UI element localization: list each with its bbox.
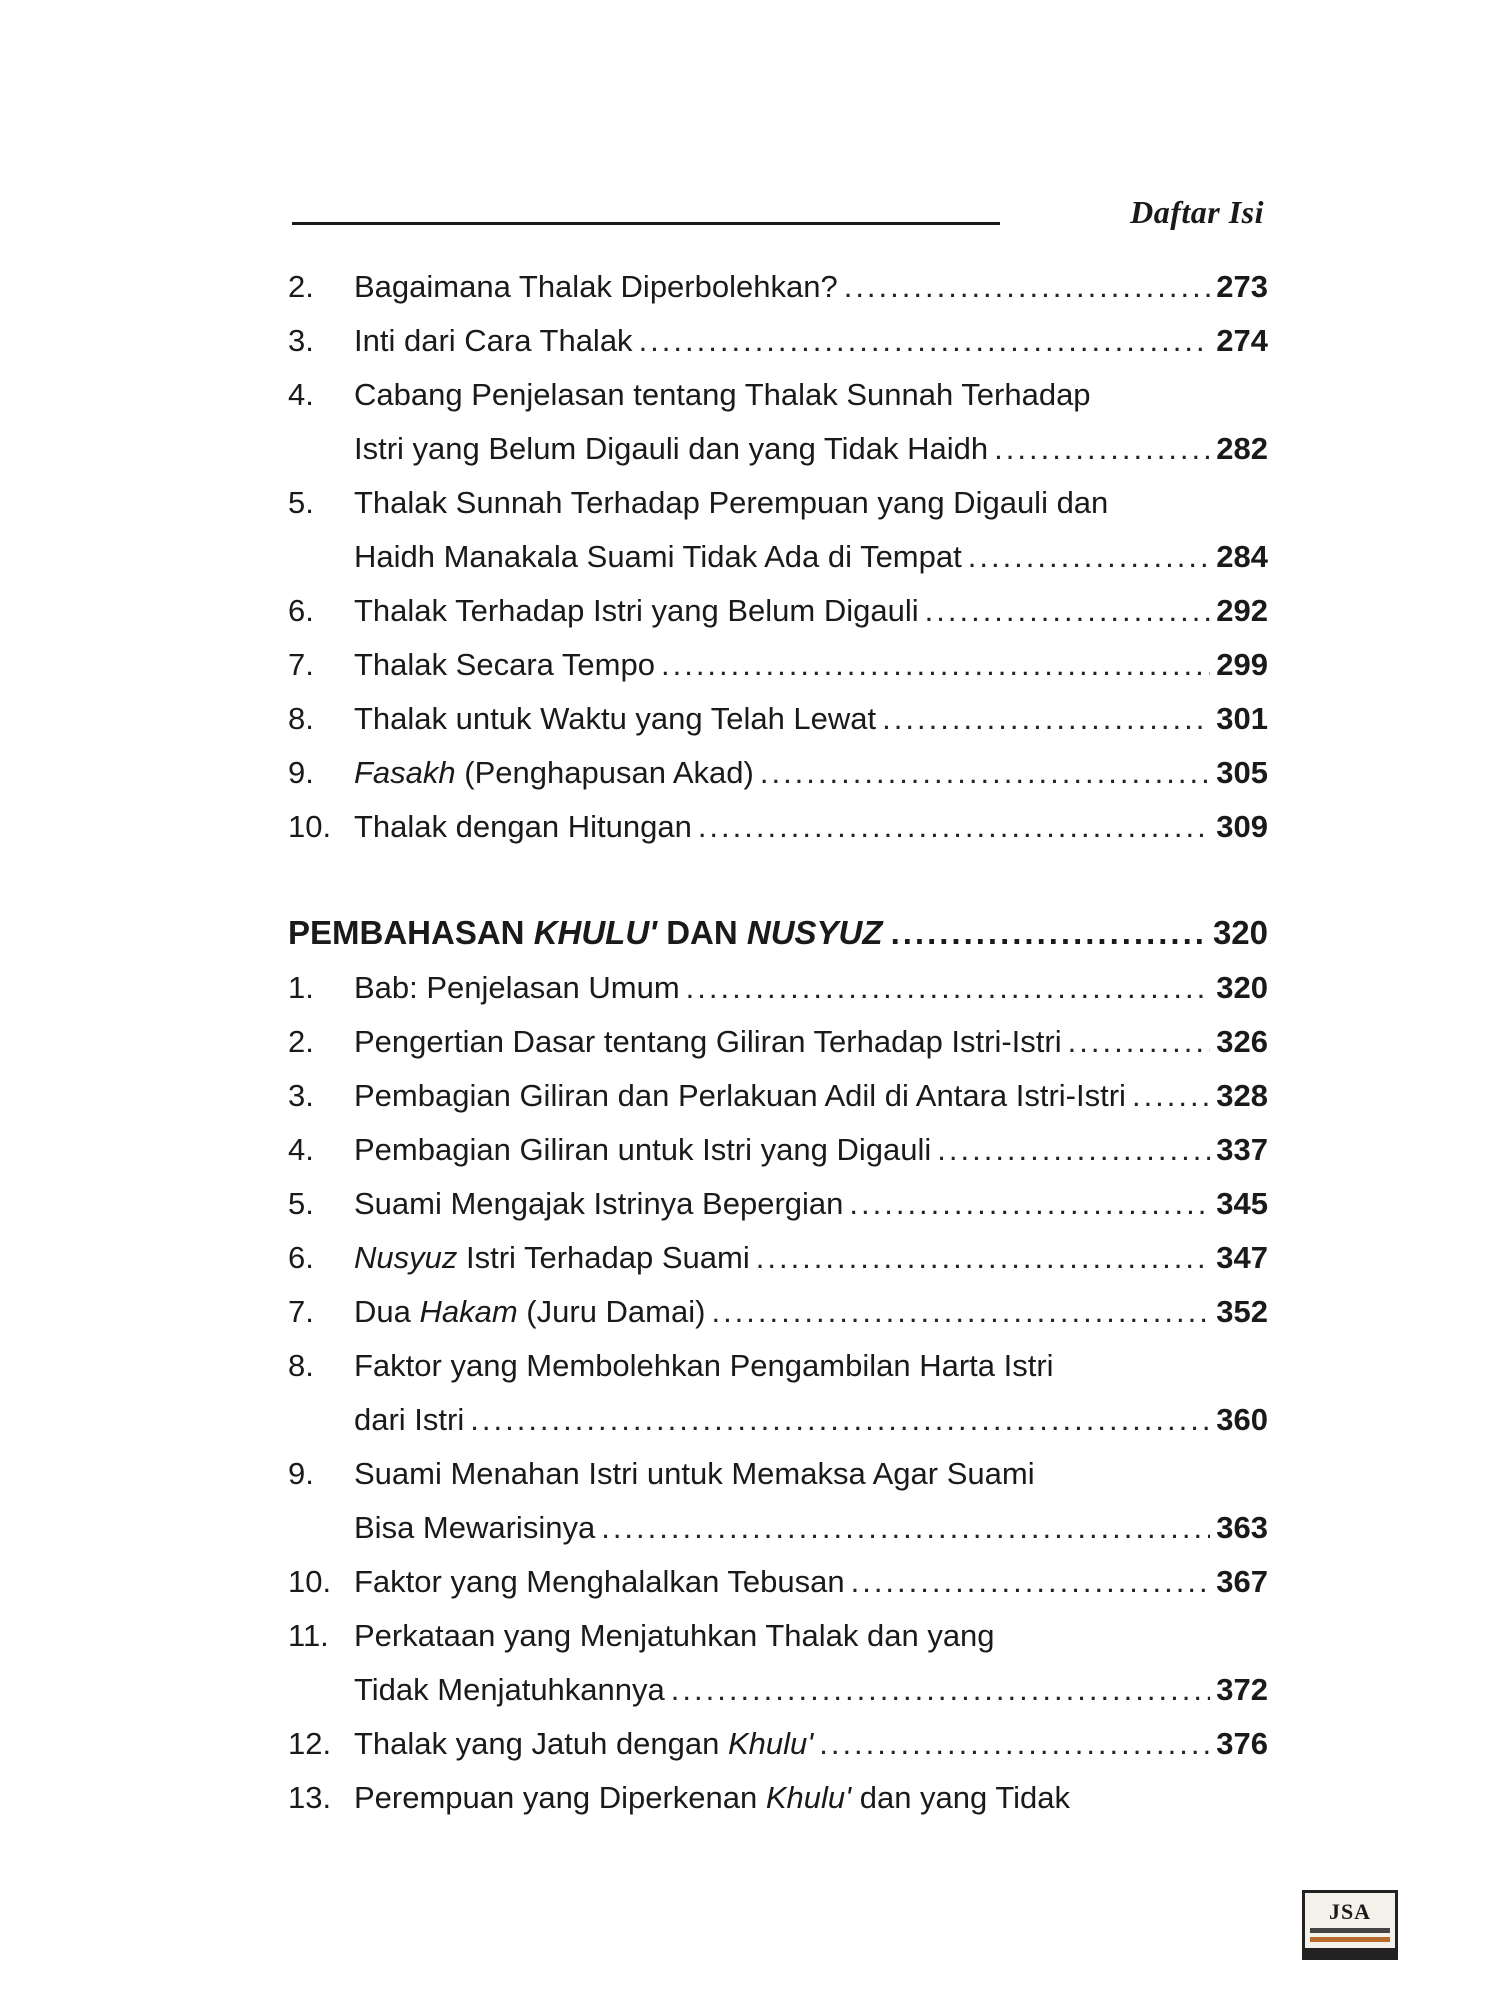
toc-title-line2: Istri yang Belum Digauli dan yang Tidak Haidh: [354, 431, 989, 466]
toc-page-number: 320: [1216, 970, 1268, 1005]
toc-page-number: 273: [1216, 269, 1268, 304]
toc-entry-continued: [288, 426, 1268, 472]
dot-leader: [760, 750, 1210, 796]
toc-title-italic: Hakam: [419, 1294, 518, 1329]
toc-page-number: 292: [1216, 593, 1268, 628]
toc-entry: [288, 1613, 1268, 1659]
toc-page-number: 367: [1216, 1564, 1268, 1599]
toc-number: 4.: [288, 377, 314, 412]
toc-title-line2: dari Istri: [354, 1402, 465, 1437]
toc-number: 1.: [288, 970, 314, 1005]
section-title-italic: KHULU': [533, 914, 658, 951]
toc-entry: [288, 1451, 1268, 1497]
toc-title: Inti dari Cara Thalak: [354, 323, 633, 358]
toc-title: Pembagian Giliran untuk Istri yang Digauli: [354, 1132, 932, 1167]
toc-page-number: 337: [1216, 1132, 1268, 1167]
toc-number: 4.: [288, 1132, 314, 1167]
dot-leader: [925, 588, 1211, 634]
toc-page-number: 352: [1216, 1294, 1268, 1329]
toc-title: [354, 1775, 1070, 1821]
toc-title: Thalak Terhadap Istri yang Belum Digauli: [354, 593, 919, 628]
toc-title: Faktor yang Membolehkan Pengambilan Harta Istri: [354, 1348, 1054, 1383]
toc-number: 3.: [288, 1078, 314, 1113]
toc-entry-continued: [288, 1505, 1268, 1551]
toc-page-number: 301: [1216, 701, 1268, 736]
dot-leader: [844, 264, 1211, 310]
dot-leader: [968, 534, 1211, 580]
toc-page-number: 360: [1216, 1402, 1268, 1437]
toc-number: 5.: [288, 485, 314, 520]
toc-entry: [288, 1343, 1268, 1389]
toc-entry: [288, 1019, 1268, 1065]
dot-leader: [849, 1181, 1210, 1227]
section-page-number: 320: [1212, 914, 1268, 951]
toc-entry: [288, 1235, 1268, 1281]
toc-title-line2: Tidak Menjatuhkannya: [354, 1672, 665, 1707]
toc-title: Bab: Penjelasan Umum: [354, 970, 680, 1005]
logo-base: [1305, 1948, 1395, 1957]
toc-entry: [288, 480, 1268, 526]
toc-entry-continued: [288, 534, 1268, 580]
toc-title: Pengertian Dasar tentang Giliran Terhadap Istri-Istri: [354, 1024, 1062, 1059]
toc-title: [354, 1721, 813, 1767]
toc-page-number: 347: [1216, 1240, 1268, 1275]
toc-number: 3.: [288, 323, 314, 358]
toc-page-number: 363: [1216, 1510, 1268, 1545]
toc-entry: [288, 372, 1268, 418]
section-title: [288, 907, 883, 959]
toc-title: Thalak Secara Tempo: [354, 647, 655, 682]
toc-title-italic: Khulu': [765, 1780, 852, 1815]
toc-number: 7.: [288, 1294, 314, 1329]
dot-leader: [711, 1289, 1210, 1335]
page-header-title: Daftar Isi: [1130, 194, 1264, 230]
dot-leader: [882, 696, 1210, 742]
dot-leader: [891, 907, 1205, 959]
toc-page-number: 282: [1216, 431, 1268, 466]
toc-title-italic: Khulu': [728, 1726, 814, 1761]
toc-page-number: 345: [1216, 1186, 1268, 1221]
toc-page-number: 372: [1216, 1672, 1268, 1707]
toc-entry: [288, 1559, 1268, 1605]
dot-leader: [470, 1397, 1210, 1443]
dot-leader: [851, 1559, 1211, 1605]
toc-title: [354, 1235, 750, 1281]
toc-page-number: 299: [1216, 647, 1268, 682]
logo-stripe: [1310, 1928, 1390, 1933]
toc-entry: [288, 1073, 1268, 1119]
section-heading: [288, 907, 1268, 959]
toc-entry: [288, 750, 1268, 796]
toc-title: Bagaimana Thalak Diperbolehkan?: [354, 269, 838, 304]
toc-title-pre: Thalak yang Jatuh dengan: [354, 1726, 728, 1761]
dot-leader: [671, 1667, 1211, 1713]
toc-page-number: 274: [1216, 323, 1268, 358]
logo-text: JSA: [1328, 1899, 1372, 1924]
toc-title-line2: Bisa Mewarisinya: [354, 1510, 596, 1545]
toc-title: Thalak Sunnah Terhadap Perempuan yang Digauli dan: [354, 485, 1109, 520]
section-title-part: DAN: [657, 914, 747, 951]
toc-page-number: 328: [1216, 1078, 1268, 1113]
toc-page-number: 309: [1216, 809, 1268, 844]
toc-entry: [288, 318, 1268, 364]
dot-leader: [756, 1235, 1211, 1281]
toc-title: Perkataan yang Menjatuhkan Thalak dan yang: [354, 1618, 995, 1653]
toc-number: 10.: [288, 809, 332, 844]
toc-number: 10.: [288, 1564, 332, 1599]
dot-leader: [686, 965, 1211, 1011]
toc-entry: [288, 696, 1268, 742]
dot-leader: [698, 804, 1210, 850]
toc-entry-continued: [288, 1397, 1268, 1443]
toc-entry: [288, 588, 1268, 634]
toc-entry-continued: [288, 1667, 1268, 1713]
toc-number: 6.: [288, 1240, 314, 1275]
dot-leader: [601, 1505, 1210, 1551]
toc-title-italic: Nusyuz: [354, 1240, 458, 1275]
toc-page-number: 284: [1216, 539, 1268, 574]
toc-number: 9.: [288, 755, 314, 790]
toc-title-pre: Perempuan yang Diperkenan: [354, 1780, 766, 1815]
toc-entry: [288, 804, 1268, 850]
toc-number: 8.: [288, 701, 314, 736]
toc-page-number: 326: [1216, 1024, 1268, 1059]
toc-number: 2.: [288, 269, 314, 304]
section-title-italic: NUSYUZ: [746, 914, 883, 951]
logo-stripe: [1310, 1937, 1390, 1942]
toc-title-rest: Istri Terhadap Suami: [457, 1240, 750, 1275]
dot-leader: [1068, 1019, 1211, 1065]
toc-title-line2: Haidh Manakala Suami Tidak Ada di Tempat: [354, 539, 962, 574]
toc-entry: [288, 1775, 1268, 1821]
toc-entry: [288, 1127, 1268, 1173]
toc-number: 9.: [288, 1456, 314, 1491]
dot-leader: [937, 1127, 1210, 1173]
toc-title: [354, 1289, 705, 1335]
toc-title: Faktor yang Menghalalkan Tebusan: [354, 1564, 845, 1599]
toc-title-pre: Dua: [354, 1294, 420, 1329]
toc-page-number: 305: [1216, 755, 1268, 790]
dot-leader: [1132, 1073, 1210, 1119]
toc-title-rest: (Penghapusan Akad): [455, 755, 754, 790]
toc-title: Cabang Penjelasan tentang Thalak Sunnah Terhadap: [354, 377, 1091, 412]
toc-title: Pembagian Giliran dan Perlakuan Adil di Antara Istri-Istri: [354, 1078, 1126, 1113]
dot-leader: [639, 318, 1211, 364]
toc-number: 8.: [288, 1348, 314, 1383]
toc-number: 5.: [288, 1186, 314, 1221]
dot-leader: [994, 426, 1210, 472]
toc-title: Suami Mengajak Istrinya Bepergian: [354, 1186, 844, 1221]
header-rule: [292, 222, 1000, 225]
dot-leader: [819, 1721, 1210, 1767]
toc-title: Suami Menahan Istri untuk Memaksa Agar Suami: [354, 1456, 1035, 1491]
toc-entry: [288, 1289, 1268, 1335]
toc-number: 11.: [288, 1618, 329, 1653]
toc-title-rest: (Juru Damai): [517, 1294, 706, 1329]
toc-number: 12.: [288, 1726, 332, 1761]
toc-number: 6.: [288, 593, 314, 628]
toc-entry: [288, 264, 1268, 310]
publisher-logo: [1302, 1890, 1398, 1960]
toc-title-italic: Fasakh: [354, 755, 456, 790]
toc-entry: [288, 965, 1268, 1011]
toc-title-rest: dan yang Tidak: [851, 1780, 1070, 1815]
toc-title: Thalak dengan Hitungan: [354, 809, 692, 844]
toc-title: [354, 750, 754, 796]
toc-number: 13.: [288, 1780, 332, 1815]
section-title-part: PEMBAHASAN: [288, 914, 534, 951]
toc-entry: [288, 1181, 1268, 1227]
toc-entry: [288, 642, 1268, 688]
toc-number: 2.: [288, 1024, 314, 1059]
toc-number: 7.: [288, 647, 314, 682]
toc-entry: [288, 1721, 1268, 1767]
toc-page-number: 376: [1216, 1726, 1268, 1761]
dot-leader: [661, 642, 1210, 688]
toc-title: Thalak untuk Waktu yang Telah Lewat: [354, 701, 877, 736]
